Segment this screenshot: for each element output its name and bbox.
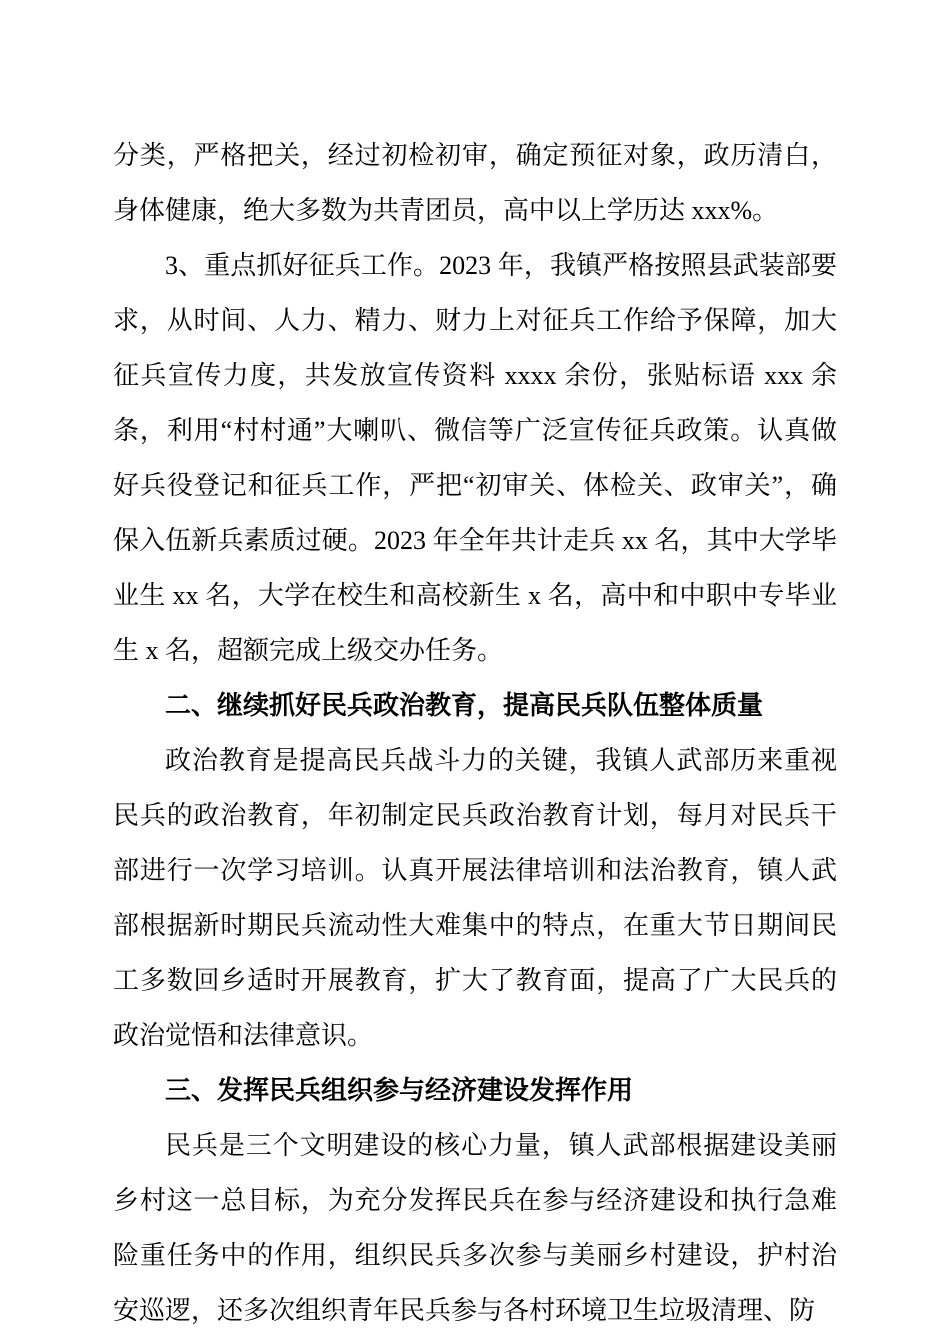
paragraph-conscription-work: 3、重点抓好征兵工作。2023 年，我镇严格按照县武装部要求，从时间、人力、精力、财力上对征兵工作给予保障，加大征兵宣传力度，共发放宣传资料 xxxx 余份，张贴标语 xxx 余条，利用“村村通”大喇叭、微信等广泛宣传征兵政策。认真做好兵役登记和征兵工作，严把“初审关、体检关、政审关”，确保入伍新兵素质过硬。2023 年全年共计走兵 xx 名，其中大学毕业生 xx 名，大学在校生和高校新生 x 名，高中和中职中专毕业生 x 名，超额完成上级交办任务。 — [113, 251, 837, 665]
section-heading-2: 二、继续抓好民兵政治教育，提高民兵队伍整体质量 — [165, 690, 764, 720]
paragraph-political-education: 政治教育是提高民兵战斗力的关键，我镇人武部历来重视民兵的政治教育，年初制定民兵政治教育计划，每月对民兵干部进行一次学习培训。认真开展法律培训和法治教育，镇人武部根据新时期民兵流动性大难集中的特点，在重大节日期间民工多数回乡适时开展教育，扩大了教育面，提高了广大民兵的政治觉悟和法律意识。 — [113, 746, 837, 1050]
paragraph-continuation: 分类，严格把关，经过初检初审，确定预征对象，政历清白，身体健康，绝大多数为共青团员，高中以上学历达 xxx%。 — [113, 141, 837, 225]
paragraph-economic-construction: 民兵是三个文明建设的核心力量，镇人武部根据建设美丽乡村这一总目标，为充分发挥民兵在参与经济建设和执行急难险重任务中的作用，组织民兵多次参与美丽乡村建设，护村治安巡逻，还多次组织青年民兵参与各村环境卫生垃圾清理、防 — [113, 1131, 837, 1325]
section-heading-3: 三、发挥民兵组织参与经济建设发挥作用 — [165, 1075, 634, 1105]
